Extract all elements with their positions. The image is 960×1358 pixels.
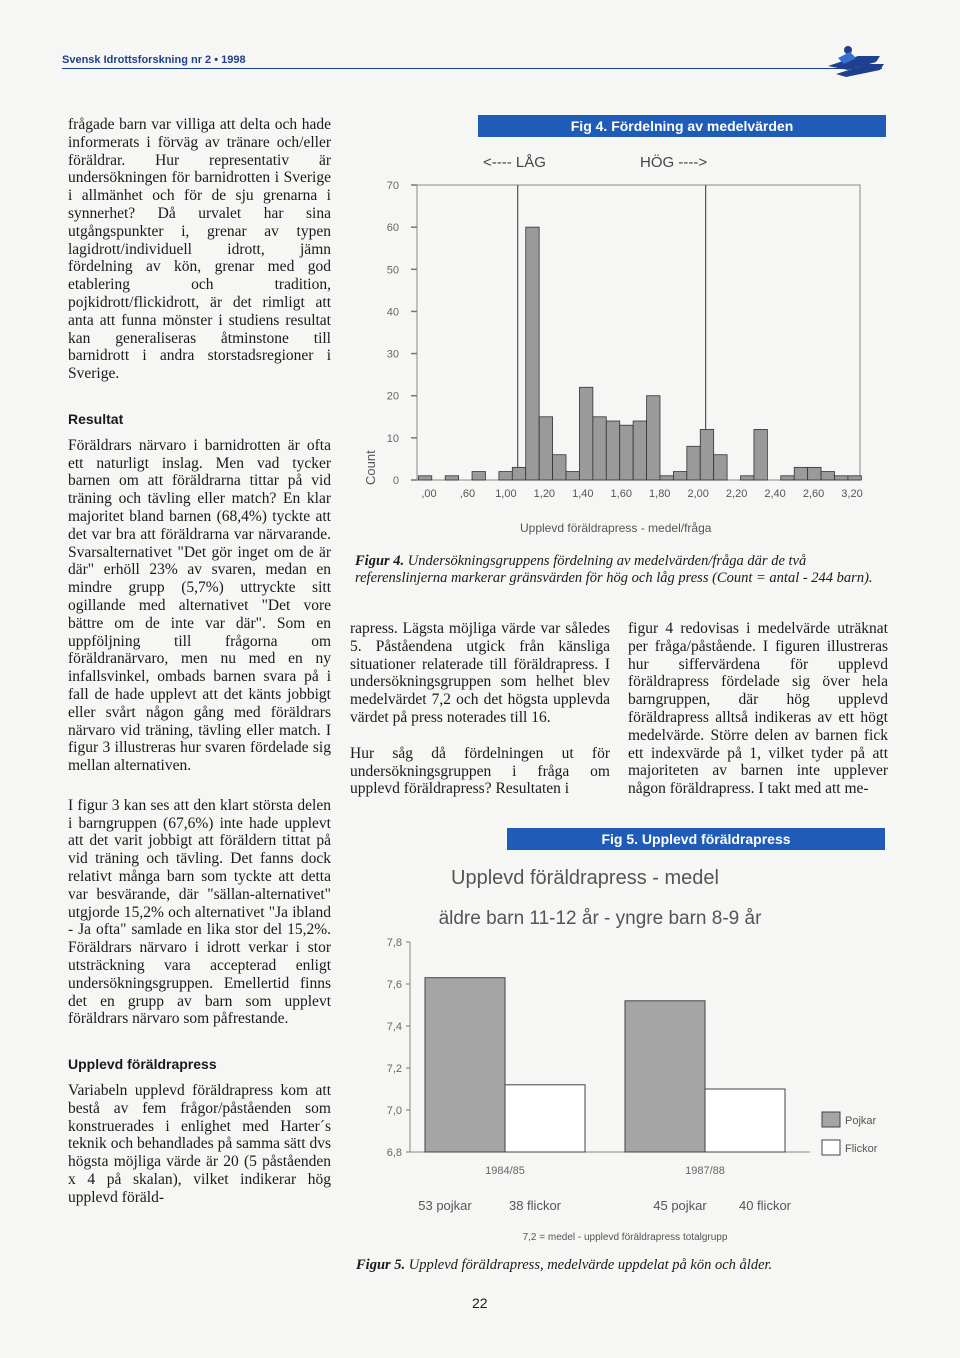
y-axis-label: Count	[363, 450, 378, 485]
fig5-subtitle: äldre barn 11-12 år - yngre barn 8-9 år	[438, 908, 762, 929]
group-label: 38 flickor	[508, 1198, 562, 1213]
section-heading: Upplevd föräldrapress	[68, 1056, 217, 1073]
histogram-bar	[821, 472, 834, 480]
paragraph: rapress. Lägsta möjliga värde var således 5. Påståendena utgick från känsliga situationer relaterade till föräldrapress. I undersökningsgruppen som helhet blev medelvärdet 7,2 och det högsta upplevda värdet på press noterades till 16.	[350, 620, 610, 726]
histogram-bar	[539, 417, 552, 480]
x-tick-label: 2,60	[802, 488, 825, 500]
y-tick-label: 7,4	[386, 1021, 402, 1033]
histogram-bar	[647, 396, 660, 480]
x-category-label: 1984/85	[485, 1165, 525, 1177]
histogram-bar	[700, 429, 713, 480]
y-tick-label: 10	[386, 432, 399, 445]
x-tick-label: 2,40	[764, 488, 786, 500]
histogram-bar	[633, 421, 646, 480]
histogram-bar	[781, 476, 794, 480]
fig5-chart	[355, 852, 885, 1247]
middle-column	[350, 620, 610, 798]
histogram-bar	[834, 476, 847, 480]
histogram-bar	[754, 429, 767, 480]
caption-label: Figur 4.	[355, 553, 405, 569]
histogram-bar	[714, 455, 727, 480]
x-tick-label: ,60	[459, 488, 476, 500]
histogram-bar	[579, 387, 592, 480]
fig4-banner: Fig 4. Fördelning av medelvärden	[478, 115, 886, 137]
histogram-bar	[499, 472, 512, 480]
histogram-bar	[418, 476, 431, 480]
legend-label: Flickor	[845, 1143, 878, 1155]
y-tick-label: 0	[392, 475, 399, 487]
journal-header: Svensk Idrottsforskning nr 2 • 1998	[62, 54, 246, 66]
histogram-bar	[553, 455, 566, 480]
paragraph: figur 4 redovisas i medelvärde uträknat per fråga/påstående. I figuren illustreras hur siffervärdena för upplevd föräldrapress fördelade sig över hela barngruppen, där hög upplevd föräldrapress alltså indikeras av ett högt medelvärde. Större delen av barnen fick ett indexvärde på 1, vilket tyder på att majoriteten av barnen inte upplever någon föräldrapress. I takt med att me-	[628, 620, 888, 798]
histogram-bar	[808, 467, 821, 480]
histogram-bar	[794, 467, 807, 480]
y-tick-label: 20	[386, 390, 399, 403]
bar-pojkar	[625, 1001, 705, 1152]
y-tick-label: 30	[386, 348, 399, 361]
y-tick-label: 60	[386, 222, 399, 235]
histogram-bar	[673, 472, 686, 480]
bar-pojkar	[425, 978, 505, 1152]
group-label: 53 pojkar	[418, 1198, 472, 1213]
fig5-caption	[356, 1257, 886, 1274]
legend-swatch	[822, 1140, 840, 1155]
histogram-bar	[687, 446, 700, 480]
histogram-bar	[445, 476, 458, 480]
fig5-title: Upplevd föräldrapress - medel	[451, 867, 719, 889]
histogram-bar	[526, 227, 539, 480]
fig5-footnote: 7,2 = medel - upplevd föräldrapress totalgrupp	[522, 1232, 728, 1243]
journal-logo	[818, 44, 888, 78]
histogram-bar	[741, 476, 754, 480]
high-label: HÖG ---->	[640, 154, 708, 171]
paragraph: Variabeln upplevd föräldrapress kom att bestå av fem frågor/påståenden som konstruerades i enlighet med Harter´s teknik och behandlades på samma sätt dvs högsta möjliga värde är 20 (5 påståenden x 4 på skalan), vilket indikerar hög upplevd föräld-	[68, 1082, 331, 1206]
x-category-label: 1987/88	[685, 1165, 725, 1177]
bar-flickor	[505, 1085, 585, 1152]
group-label: 40 flickor	[738, 1198, 792, 1213]
y-tick-label: 7,2	[386, 1063, 402, 1075]
caption-text: Undersökningsgruppens fördelning av medelvärden/fråga där de två referenslinjerna markerar gränsvärden för hög och låg press (Count = antal - 244 barn).	[355, 553, 873, 586]
x-tick-label: 1,60	[610, 488, 632, 500]
histogram-bar	[660, 476, 673, 480]
fig5-banner: Fig 5. Upplevd föräldrapress	[507, 828, 885, 850]
fig4-caption	[355, 553, 885, 587]
caption-text: Upplevd föräldrapress, medelvärde uppdelat på kön och ålder.	[408, 1257, 773, 1273]
histogram-bar	[593, 417, 606, 480]
paragraph: I figur 3 kan ses att den klart största delen i barngruppen (67,6%) inte hade upplevt att det varit jobbigt att föräldern tittat på vid träning och tävling. Det fanns dock relativt många barn som tyckte att detta var besvärande, där "sällan-alternativet" utgjorde 15,2% och alternativet "Ja ibland - Ja ofta" samlade en lika stor del 15,2%. Föräldrars närvaro i idrott verkar i stor utsträckning vara accepterad enligt undersökningsgruppen. Emellertid finns det en grupp av barn som upplevt föräldrars närvaro som påfrestande.	[68, 796, 331, 1028]
right-column	[628, 620, 888, 798]
x-tick-label: 1,80	[649, 488, 671, 500]
page-number: 22	[472, 1295, 488, 1311]
y-tick-label: 40	[386, 306, 399, 319]
x-axis-label: Upplevd föräldrapress - medel/fråga	[520, 521, 712, 535]
y-tick-label: 50	[386, 264, 399, 277]
x-tick-label: 1,20	[533, 488, 556, 500]
histogram-bar	[620, 425, 633, 480]
x-tick-label: 3,20	[841, 488, 863, 500]
bar-flickor	[705, 1089, 785, 1152]
x-tick-label: 1,00	[495, 488, 517, 500]
paragraph: Hur såg då fördelningen ut för undersökningsgruppen i fråga om upplevd föräldrapress? Resultaten i	[350, 744, 610, 798]
x-tick-label: 2,00	[687, 488, 709, 500]
x-tick-label: 2,20	[725, 488, 748, 500]
paragraph: Föräldrars närvaro i barnidrotten är ofta ett naturligt inslag. Men vad tycker barnen om att föräldrarna tittar på vid träning och tävling eller match? En klar majoritet bland barnen (68,4%) tyckte att det var bra att föräldrarna var närvarande. Svarsalternativet "Det gör inget om de är där" erhöll 23% av svaren, medan en mindre grupp (5,7%) uttryckte sitt ogillande med alternativet "Det vore bättre om de inte var där". Som en uppföljning till frågorna om föräldranärvaro, men nu med en ny infallsvinkel, ombads barnen svara på i fall de hade upplevt att det känts jobbigt eller svårt någon gång med föräldrars närvaro vid träning, tävling eller match. I figur 3 illustreras hur svaren fördelade sig mellan alternativen.	[68, 436, 331, 775]
histogram-bar	[606, 421, 619, 480]
histogram-bar	[472, 472, 485, 480]
low-label: <---- LÅG	[483, 154, 546, 171]
histogram-bar	[512, 467, 525, 480]
x-tick-label: ,00	[421, 488, 437, 500]
header-rule	[62, 68, 882, 69]
left-column	[68, 116, 331, 1207]
fig4-chart	[355, 140, 875, 540]
y-tick-label: 7,6	[386, 979, 402, 991]
histogram-bar	[566, 472, 579, 480]
y-tick-label: 70	[386, 180, 399, 192]
y-tick-label: 7,8	[386, 937, 402, 949]
paragraph: frågade barn var villiga att delta och hade informerats i förväg av tränare och/eller föräldrar. Hur representativ är undersökningen för barnidrotten i Sverige i allmänhet och för de sju grenarna i synnerhet? Då urvalet har sina utgångspunkter i, grenar av typen lagidrott/individuell idrott, jämn fördelning av kön, grenar med god etablering och tradition, pojkidrott/flickidrott, är det rimligt att anta att funna mönster i studiens resultat kan generaliseras åtminstone till barnidrott i andra storstadsregioner i Sverige.	[68, 116, 331, 383]
y-tick-label: 6,8	[386, 1147, 402, 1159]
x-tick-label: 1,40	[572, 488, 594, 500]
section-heading: Resultat	[68, 410, 124, 427]
legend-label: Pojkar	[845, 1115, 877, 1127]
y-tick-label: 7,0	[386, 1105, 402, 1117]
group-label: 45 pojkar	[653, 1198, 707, 1213]
histogram-bar	[848, 476, 861, 480]
caption-label: Figur 5.	[356, 1257, 406, 1273]
legend-swatch	[822, 1112, 840, 1127]
